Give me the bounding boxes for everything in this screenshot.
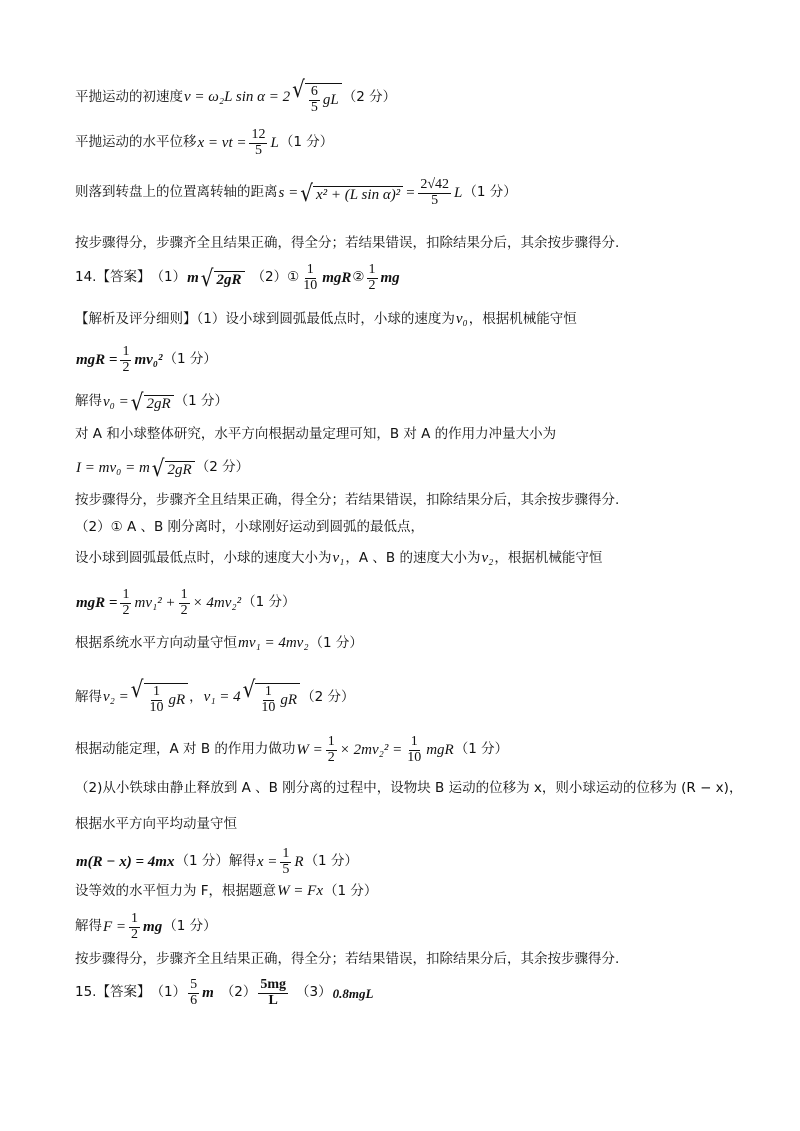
fraction: $\frac{1}{10}$ (407, 734, 422, 765)
score: （2 分） (195, 459, 250, 476)
score: （1 分） (463, 184, 517, 201)
part2-intro: （2）① A 、B 刚分离时，小球刚好运动到圆弧的最低点， (75, 519, 425, 535)
impulse-text: 对 A 和小球整体研究，水平方向根据动量定理可知，B 对 A 的作用力冲量大小为 (75, 426, 557, 442)
displacement-setup: （2)从小铁球由静止释放到 A 、B 刚分离的过程中，设物块 B 运动的位移为 x，则小球运动的位移为 (R − x)， (75, 780, 743, 796)
sqrt: √ $\frac{6}{5}$ gL (292, 80, 342, 115)
fraction: $\frac{1}{2}$ (122, 344, 130, 375)
fraction: $\frac{1}{5}$ (282, 846, 290, 877)
fraction: $\frac{1}{10}$ (303, 262, 318, 293)
solve-x: m(R − x) = 4mx （1 分）解得 x = $\frac{1}{5}$ R （1 分） (76, 846, 358, 877)
fraction: $\frac{12}{5}$ (251, 127, 266, 158)
fraction: $\frac{6}{5}$ (310, 84, 318, 115)
line-landing-distance: 则落到转盘上的位置离转轴的距离 s = √ x² + (L sin α)² = $\frac{2√42}{5}$ L （1 分） (75, 177, 517, 208)
text: 则落到转盘上的位置离转轴的距离 (75, 184, 278, 201)
equivalent-force: 设等效的水平恒力为 F，根据题意 W = Fx （1 分） (75, 882, 378, 899)
scoring-note: 按步骤得分，步骤齐全且结果正确，得全分；若结果错误，扣除结果分后，其余按步骤得分. (75, 492, 620, 508)
line-initial-velocity (75, 75, 397, 115)
equation-energy: mgR = $\frac{1}{2}$ mv₀² （1 分） (76, 344, 217, 375)
fraction: $\frac{5}{6}$ (190, 977, 198, 1008)
score: （1 分） (174, 393, 229, 410)
score: （1 分） (279, 134, 334, 151)
solve-F: 解得 F = $\frac{1}{2}$ mg （1 分） (75, 911, 217, 942)
fraction: $\frac{1}{10}$ (261, 684, 276, 715)
text: 平抛运动的水平位移 (75, 134, 197, 151)
sqrt: √ 2gR (152, 458, 195, 478)
solve-v1-v2: 解得 v₂ = √ $\frac{1}{10}$ gR ， v₁ = 4 √ $\frac{1}{10}$ gR （2 分） (75, 675, 355, 715)
answer-14: 14.【答案】 （1） m √ 2gR （2）① $\frac{1}{10}$ mgR ② $\frac{1}{2}$ mg (75, 262, 400, 293)
score: （1 分） (163, 351, 217, 368)
scoring-note: 按步骤得分，步骤齐全且结果正确，得全分；若结果错误，扣除结果分后，其余按步骤得分. (75, 235, 620, 251)
work-energy: 根据动能定理，A 对 B 的作用力做功 W = $\frac{1}{2}$ × 2mv₂² = $\frac{1}{10}$ mgR （1 分） (75, 734, 509, 765)
answer-15: 15.【答案】 （1） $\frac{5}{6}$ m （2） $\frac{5mg}{L}$ （3） 0.8mgL (75, 977, 374, 1008)
fraction: $\frac{2√42}{5}$ (420, 177, 449, 208)
momentum-conservation: 根据系统水平方向动量守恒 mv₁ = 4mv₂ （1 分） (75, 634, 363, 651)
fraction: $\frac{1}{2}$ (180, 587, 188, 618)
sqrt: √ $\frac{1}{10}$ gR (131, 680, 188, 715)
fraction: $\frac{1}{2}$ (131, 911, 139, 942)
score: （1 分） (242, 594, 296, 611)
score: （2 分） (342, 88, 397, 105)
text: 平抛运动的初速度 (75, 88, 183, 105)
score: （2 分） (301, 688, 355, 705)
score: （1 分） (454, 741, 509, 758)
score: （1 分） (324, 882, 378, 899)
sqrt: √ 2gR (201, 268, 245, 288)
equation: v = ω₂L sin α = 2 (184, 89, 291, 106)
average-momentum: 根据水平方向平均动量守恒 (75, 816, 237, 832)
sqrt: √ x² + (L sin α)² (300, 183, 403, 203)
score: （1 分） (163, 918, 217, 935)
line-horizontal-displacement: 平抛运动的水平位移 x = vt = $\frac{12}{5}$ L （1 分） (75, 127, 334, 158)
score: （1 分） (309, 634, 363, 651)
analysis-intro: 【解析及评分细则】（1）设小球到圆弧最低点时，小球的速度为 v₀ ，根据机械能守恒 (75, 310, 577, 327)
equation-energy-2: mgR = $\frac{1}{2}$ mv₁² + $\frac{1}{2}$ × 4mv₂² （1 分） (76, 587, 296, 618)
sqrt: √ 2gR (131, 392, 174, 412)
fraction: $\frac{1}{2}$ (368, 262, 376, 293)
solve-v0: 解得 v₀ = √ 2gR （1 分） (75, 388, 229, 416)
impulse-equation: I = mv₀ = m √ 2gR （2 分） (76, 454, 250, 482)
sqrt: √ $\frac{1}{10}$ gR (243, 680, 300, 715)
equation: x = vt = (197, 134, 247, 151)
part2-setup: 设小球到圆弧最低点时，小球的速度大小为 v₁ ，A 、B 的速度大小为 v₂ ，根据机械能守恒 (75, 549, 603, 566)
scoring-note: 按步骤得分，步骤齐全且结果正确，得全分；若结果错误，扣除结果分后，其余按步骤得分. (75, 951, 620, 967)
answer-label: 14.【答案】 (75, 269, 151, 286)
equation: s = (278, 184, 299, 201)
answer-label: 15.【答案】 (75, 984, 151, 1001)
fraction: $\frac{1}{10}$ (149, 684, 164, 715)
fraction: $\frac{1}{2}$ (327, 734, 335, 765)
fraction: $\frac{5mg}{L}$ (260, 977, 287, 1008)
fraction: $\frac{1}{2}$ (122, 587, 130, 618)
